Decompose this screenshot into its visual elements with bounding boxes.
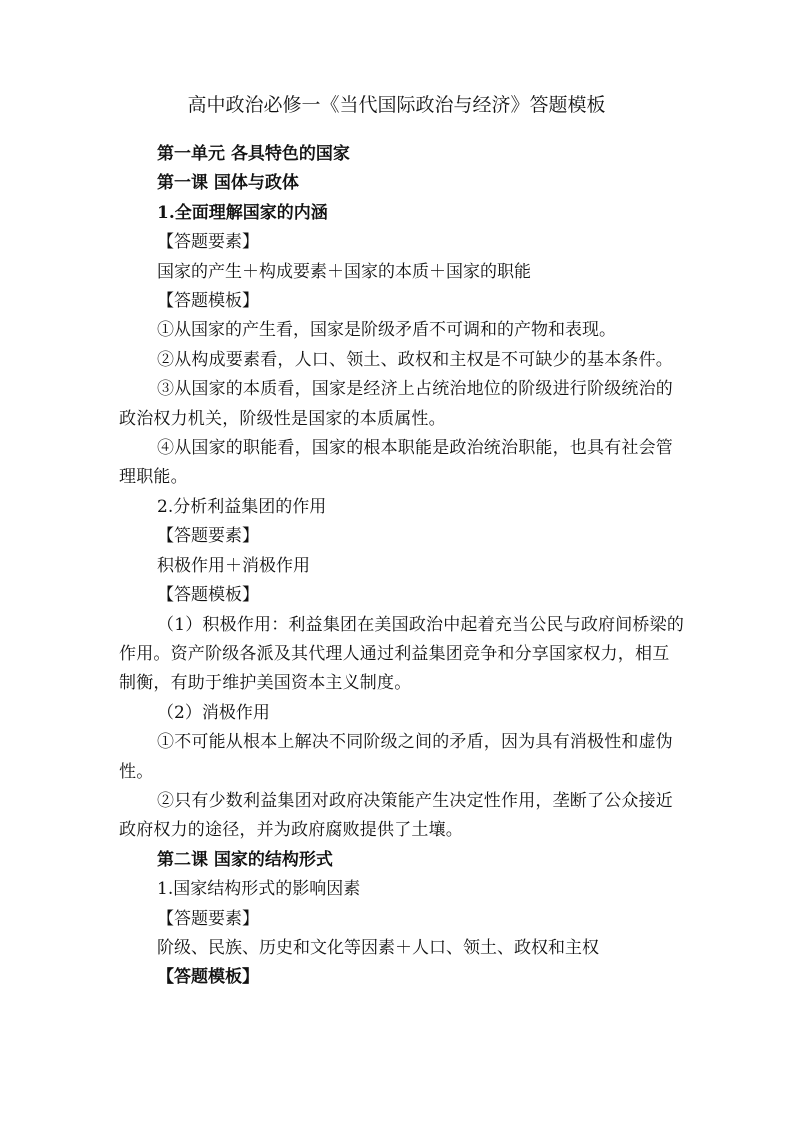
- body-paragraph: 【答题要素】: [157, 526, 259, 547]
- body-paragraph: 【答题模板】: [157, 585, 259, 606]
- body-paragraph: ①从国家的产生看，国家是阶级矛盾不可调和的产物和表现。: [157, 320, 616, 341]
- section-heading: 1.全面理解国家的内涵: [157, 202, 328, 223]
- body-paragraph: 【答题要素】: [157, 232, 259, 253]
- body-paragraph: ②只有少数利益集团对政府决策能产生决定性作用，垄断了公众接近政府权力的途径，并为政府腐败提供了土壤。: [119, 790, 673, 841]
- section-heading: 第一单元 各具特色的国家: [157, 144, 350, 164]
- body-paragraph: ④从国家的职能看，国家的根本职能是政治统治职能，也具有社会管理职能。: [119, 438, 673, 488]
- body-paragraph: （2）消极作用: [157, 702, 270, 723]
- body-paragraph: ①不可能从根本上解决不同阶级之间的矛盾，因为具有消极性和虚伪性。: [119, 732, 673, 782]
- body-paragraph: 【答题模板】: [157, 291, 259, 312]
- body-paragraph: ②从构成要素看，人口、领土、政权和主权是不可缺少的基本条件。: [157, 349, 673, 370]
- body-paragraph: 积极作用＋消极作用: [157, 555, 310, 576]
- body-paragraph: 阶级、民族、历史和文化等因素＋人口、领土、政权和主权: [157, 937, 599, 958]
- body-paragraph: 1.国家结构形式的影响因素: [157, 879, 361, 900]
- body-paragraph: 国家的产生＋构成要素＋国家的本质＋国家的职能: [157, 261, 531, 282]
- section-heading: 第一课 国体与政体: [157, 173, 299, 194]
- body-paragraph: （1）积极作用：利益集团在美国政治中起着充当公民与政府间桥梁的作用。资产阶级各派及其代理人通过利益集团竞争和分享国家权力，相互制衡，有助于维护美国资本主义制度。: [119, 614, 685, 694]
- document-body: [119, 140, 685, 993]
- body-paragraph: 【答题要素】: [157, 908, 259, 929]
- body-paragraph: ③从国家的本质看，国家是经济上占统治地位的阶级进行阶级统治的政治权力机关，阶级性是国家的本质属性。: [119, 379, 673, 429]
- body-paragraph: 2.分析利益集团的作用: [157, 496, 327, 517]
- document-title: 高中政治必修一《当代国际政治与经济》答题模板: [187, 94, 606, 116]
- section-heading: 第二课 国家的结构形式: [157, 849, 333, 870]
- section-heading: 【答题模板】: [157, 967, 259, 988]
